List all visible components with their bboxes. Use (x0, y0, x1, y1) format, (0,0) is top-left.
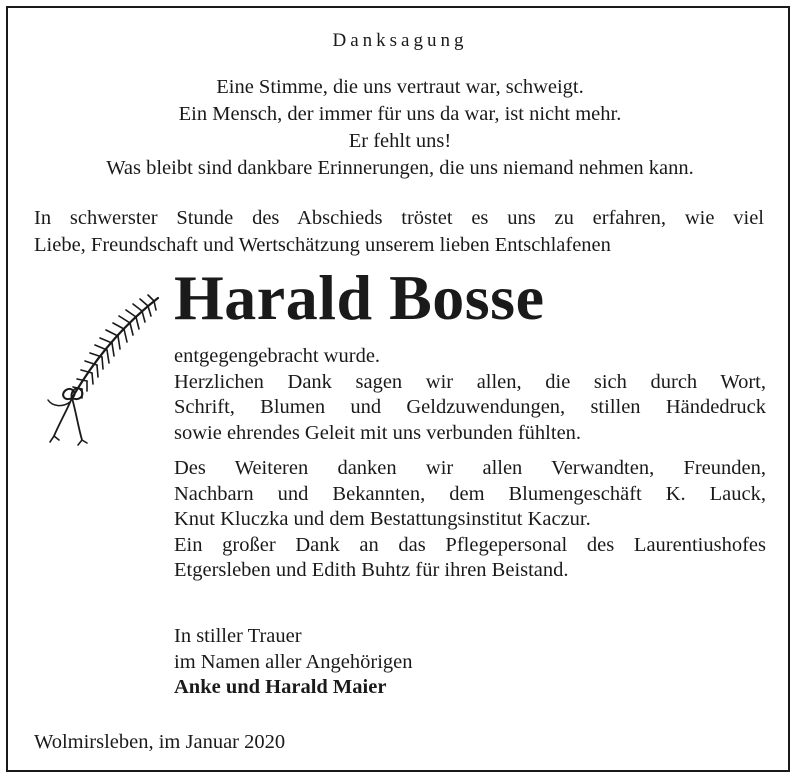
text-line: Knut Kluczka und dem Bestattungsinstitut Kaczur. (174, 508, 591, 530)
place-date: Wolmirsleben, im Januar 2020 (34, 731, 286, 753)
poem-line: Eine Stimme, die uns vertraut war, schweigt. (216, 76, 584, 98)
signoff (174, 624, 413, 701)
text-line: Nachbarn und Bekannten, dem Blumengeschäft K. Lauck, (174, 482, 766, 505)
text-line: Schrift, Blumen und Geldzuwendungen, stillen Händedruck (174, 396, 766, 418)
text-line: Etgersleben und Edith Buhtz für ihren Beistand. (174, 559, 569, 581)
poem-line: Er fehlt uns! (348, 130, 452, 152)
signoff-line: In stiller Trauer (174, 625, 302, 647)
text-line: Herzlichen Dank sagen wir allen, die sich durch Wort, (174, 370, 766, 393)
poem-line: Ein Mensch, der immer für uns da war, ist nicht mehr. (178, 103, 622, 125)
intro-line: Liebe, Freundschaft und Wertschätzung unserem lieben Entschlafenen (34, 234, 611, 256)
text-line: entgegengebracht wurde. (174, 345, 381, 367)
text-line: sowie ehrendes Geleit mit uns verbunden fühlten. (174, 421, 582, 444)
intro-paragraph (34, 205, 764, 259)
poem-line: Was bleibt sind dankbare Erinnerungen, die uns niemand nehmen kann. (106, 157, 694, 179)
intro-line: In schwerster Stunde des Abschieds tröstet es uns zu erfahren, wie viel (34, 207, 764, 229)
text-line: Ein großer Dank an das Pflegepersonal des Laurentiushofes (174, 533, 766, 556)
fern-branch-icon (30, 290, 165, 450)
signers: Anke und Harald Maier (174, 676, 387, 698)
notice-heading: Danksagung (332, 30, 468, 51)
thanks-text (174, 344, 766, 584)
poem (0, 74, 800, 182)
text-line: Des Weiteren danken wir allen Verwandten, Freunden, (174, 457, 766, 479)
signoff-line: im Namen aller Angehörigen (174, 650, 413, 673)
deceased-name: Harald Bosse (174, 262, 545, 333)
